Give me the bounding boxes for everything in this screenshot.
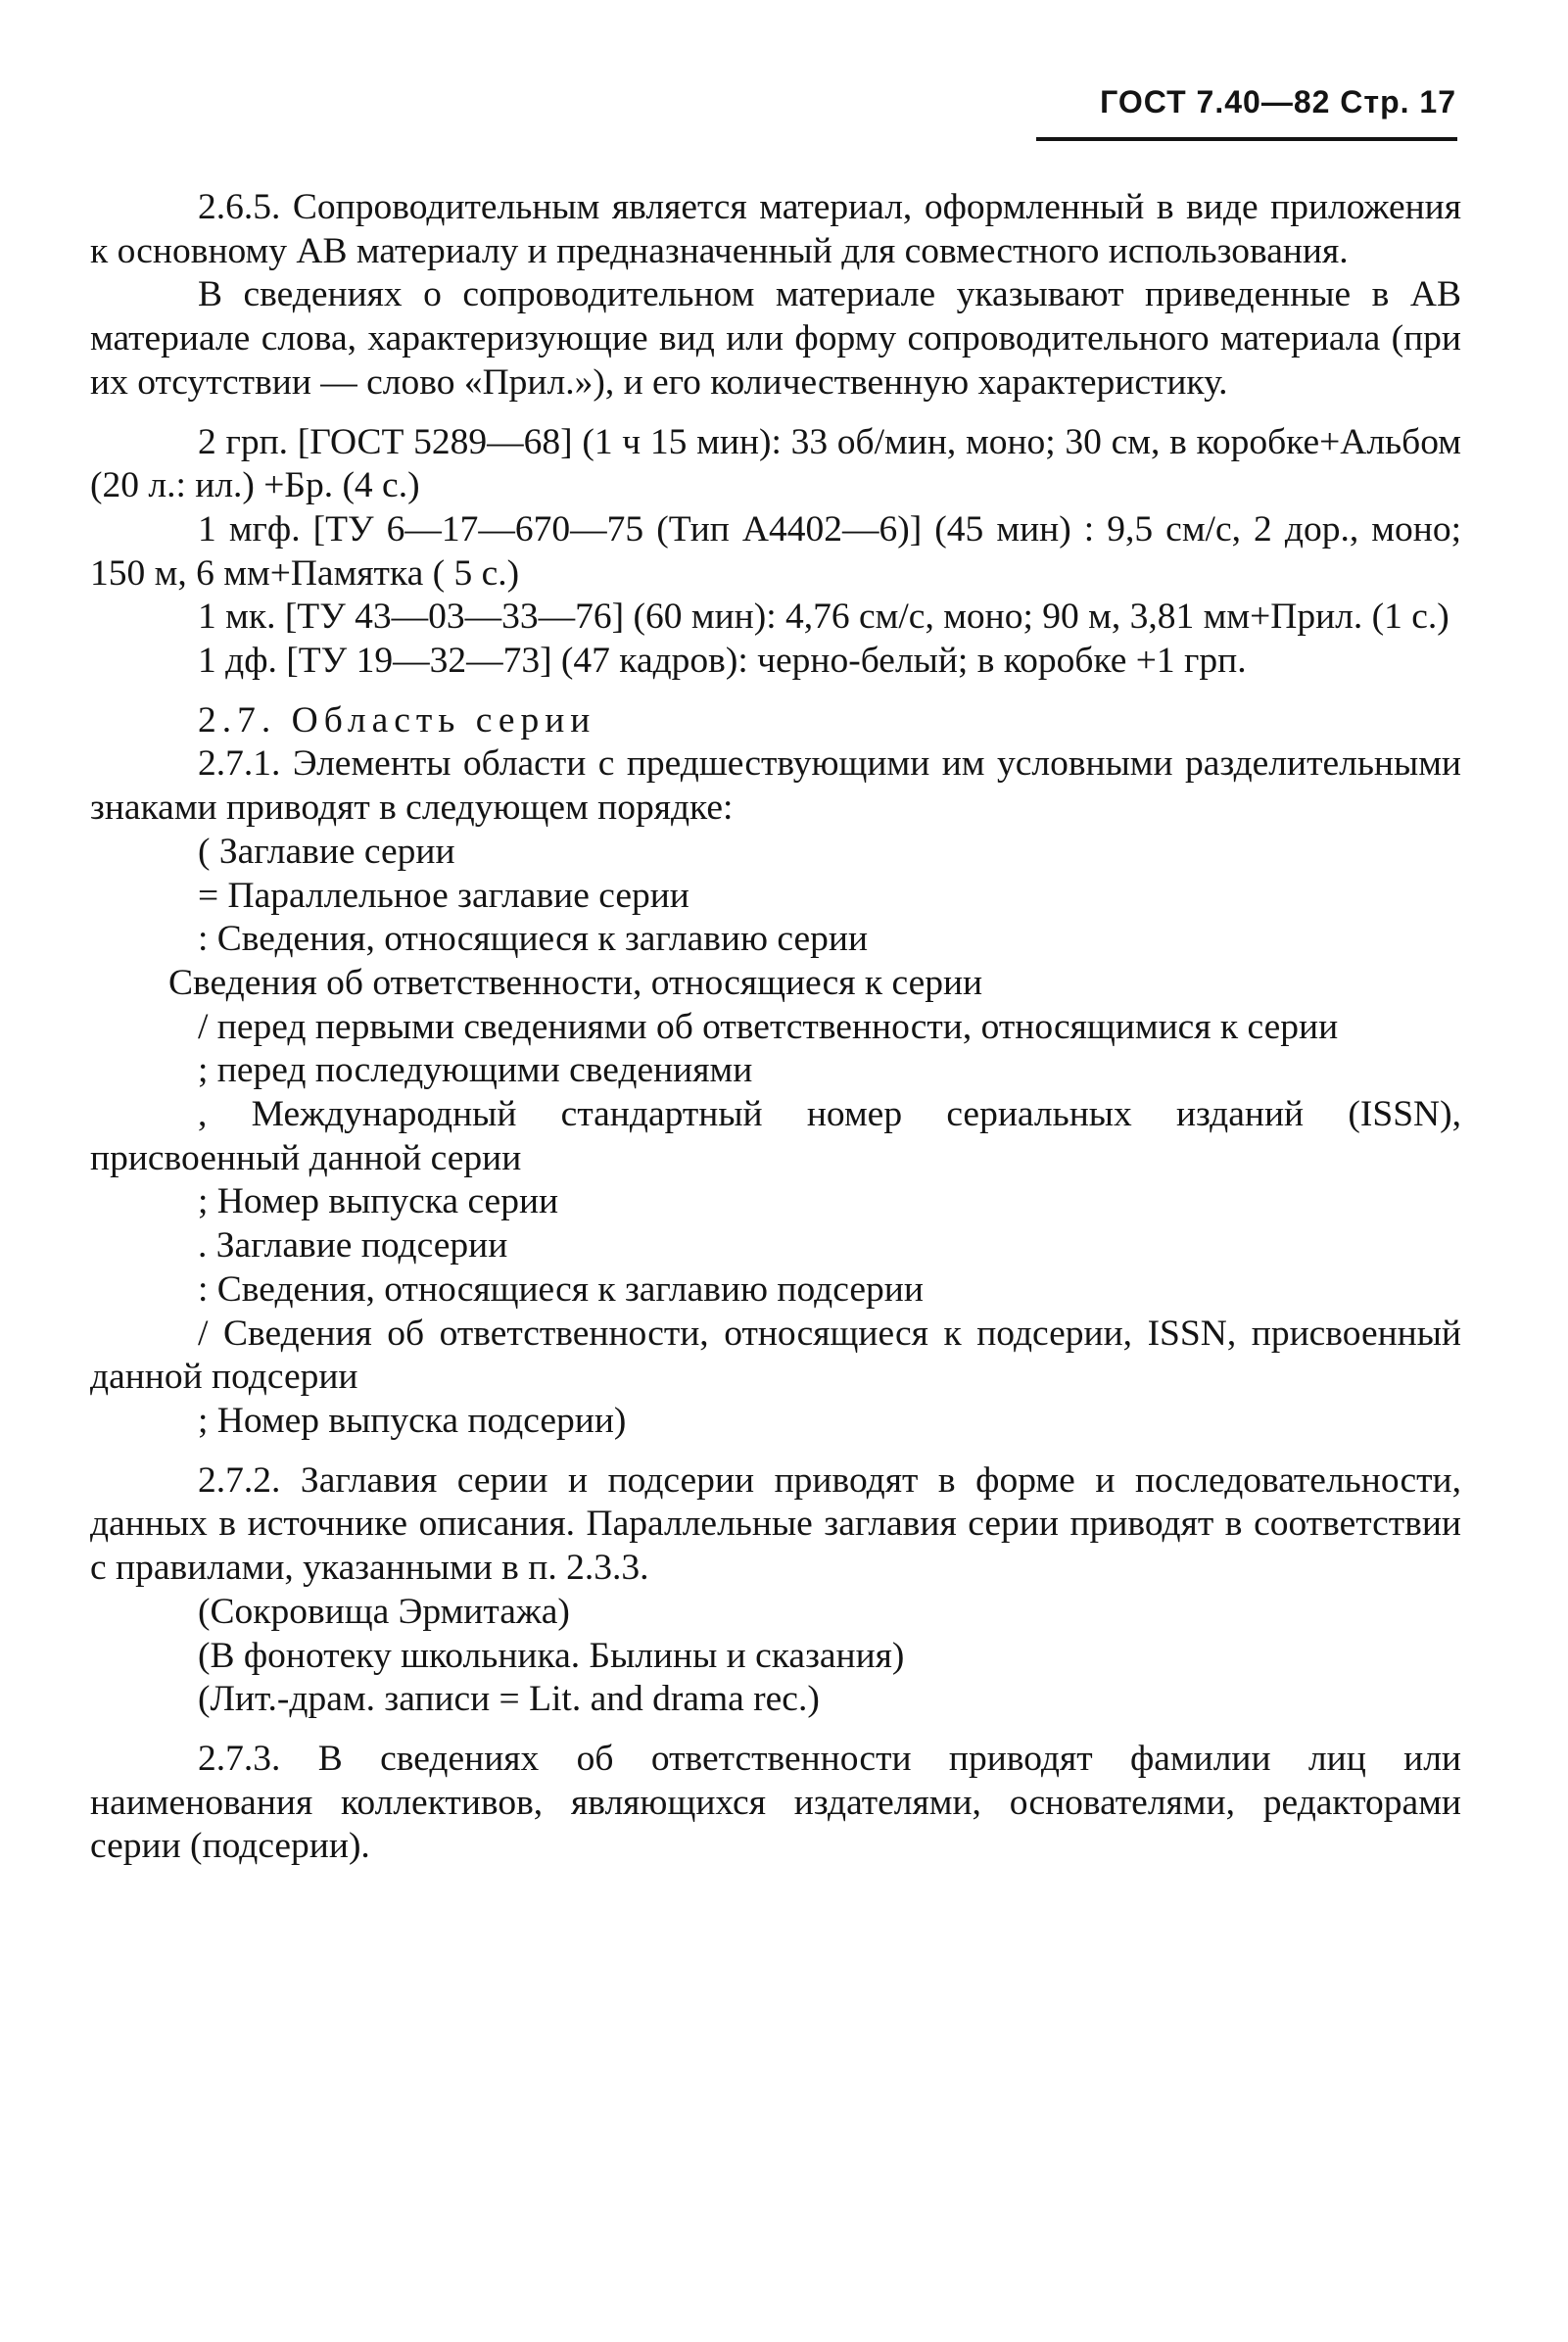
series-element: : Сведения, относящиеся к заглавию подсерии [198, 1268, 924, 1310]
section-heading-2-7: 2.7. Область серии [198, 699, 596, 741]
series-element: ; перед последующими сведениями [198, 1050, 753, 1091]
series-example: (В фонотеку школьника. Былины и сказания) [198, 1635, 905, 1676]
page-body [90, 186, 1461, 1869]
series-example: (Лит.-драм. записи = Lit. and drama rec.) [198, 1679, 820, 1720]
series-example: (Сокровища Эрмитажа) [198, 1591, 570, 1632]
series-element: ; Номер выпуска подсерии) [198, 1400, 627, 1441]
series-element: : Сведения, относящиеся к заглавию серии [198, 919, 869, 960]
page-header: ГОСТ 7.40—82 Стр. 17 [1100, 84, 1456, 119]
series-element: / Сведения об ответственности, относящиеся к подсерии, ISSN, присвоенный данной подсерии [90, 1313, 1461, 1398]
example-mk: 1 мк. [ТУ 43—03—33—76] (60 мин): 4,76 см/с, моно; 90 м, 3,81 мм+Прил. (1 с.) [198, 597, 1449, 638]
series-element: Сведения об ответственности, относящиеся к серии [168, 962, 983, 1003]
para-2-6-5: 2.6.5. Сопроводительным является материал, оформленный в виде приложения к основному АВ материалу и предназначенный для совместного использования. [90, 187, 1461, 271]
series-element: = Параллельное заглавие серии [198, 875, 689, 916]
para-2-7-2: 2.7.2. Заглавия серии и подсерии приводят в форме и последовательности, данных в источнике описания. Параллельные заглавия серии приводят в соответствии с правилами, указанными в п. 2.3.3. [90, 1459, 1461, 1589]
para-2-7-1: 2.7.1. Элементы области с предшествующими им условными разделительными знаками приводят в следующем порядке: [90, 743, 1461, 829]
series-element: / перед первыми сведениями об ответственности, относящимися к серии [198, 1006, 1339, 1047]
example-grp: 2 грп. [ГОСТ 5289—68] (1 ч 15 мин): 33 об/мин, моно; 30 см, в коробке+Альбом (20 л.: ил.) +Бр. (4 с.) [90, 421, 1461, 506]
example-mgf: 1 мгф. [ТУ 6—17—670—75 (Тип А4402—6)] (45 мин) : 9,5 см/с, 2 дор., моно; 150 м, 6 мм+Памятка ( 5 с.) [90, 508, 1461, 594]
series-element: ( Заглавие серии [198, 831, 455, 872]
para-2-6-5-details: В сведениях о сопроводительном материале указывают приведенные в АВ материале слова, характеризующие вид или форму сопроводительного материала (при их отсутствии — слово «Прил.»), и его количественную характеристику. [90, 274, 1461, 403]
series-element: , Международный стандартный номер сериальных изданий (ISSN), присвоенный данной серии [90, 1094, 1461, 1178]
para-2-7-3: 2.7.3. В сведениях об ответственности приводят фамилии лиц или наименования коллективов, являющихся издателями, основателями, редакторами серии (подсерии). [90, 1738, 1461, 1867]
example-df: 1 дф. [ТУ 19—32—73] (47 кадров): черно-белый; в коробке +1 грп. [198, 641, 1247, 682]
series-element: . Заглавие подсерии [198, 1225, 508, 1267]
series-element: ; Номер выпуска серии [198, 1181, 559, 1222]
header-rule [1036, 137, 1457, 141]
